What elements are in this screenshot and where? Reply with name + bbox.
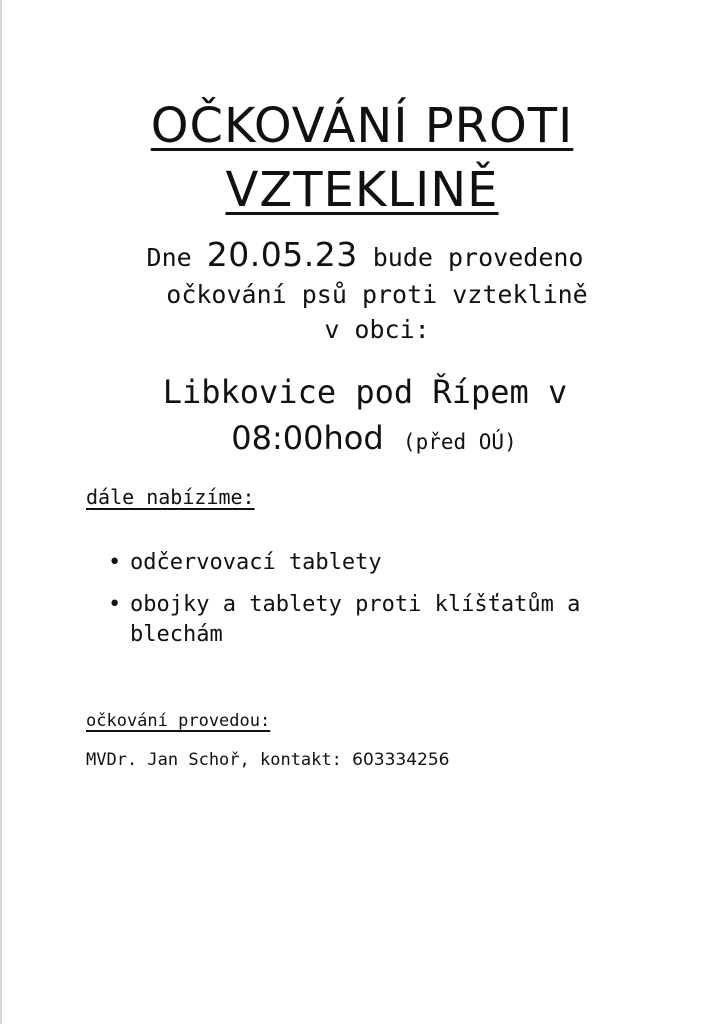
contact-line — [86, 748, 449, 772]
title-line-1-text: OČKOVÁNÍ PROTI — [150, 98, 574, 154]
intro-line-3: v obci: — [324, 315, 430, 344]
offer-item-text: obojky a tablety proti klíšťatům a blechám — [130, 592, 581, 647]
offer-list — [106, 548, 666, 662]
performer-heading: očkování provedou: — [86, 711, 271, 731]
title-line-2-text: VZTEKLINĚ — [225, 162, 499, 218]
intro-line-1 — [3, 235, 724, 275]
bullet-icon: • — [108, 550, 122, 575]
intro-line-2: očkování psů proti vzteklině — [166, 280, 588, 309]
location-time-line — [12, 418, 724, 462]
offer-item — [106, 590, 666, 650]
phone-number: 603334256 — [352, 750, 450, 770]
location-time: 08:00hod — [231, 419, 384, 457]
vaccination-date: 20.05.23 — [206, 235, 358, 274]
title-line-2 — [0, 160, 724, 220]
bullet-icon: • — [108, 592, 122, 617]
offer-item — [106, 548, 666, 578]
title-line-1 — [0, 96, 724, 156]
location-place: Libkovice pod Řípem v — [162, 373, 568, 411]
location-note: (před OÚ) — [402, 430, 517, 454]
offer-heading: dále nabízíme: — [86, 485, 255, 509]
intro-prefix: Dne — [146, 243, 192, 272]
veterinarian-name: MVDr. Jan Schoř, kontakt: — [86, 750, 342, 770]
intro-suffix: bude provedeno — [372, 243, 584, 272]
offer-item-text: odčervovací tablety — [130, 550, 382, 575]
